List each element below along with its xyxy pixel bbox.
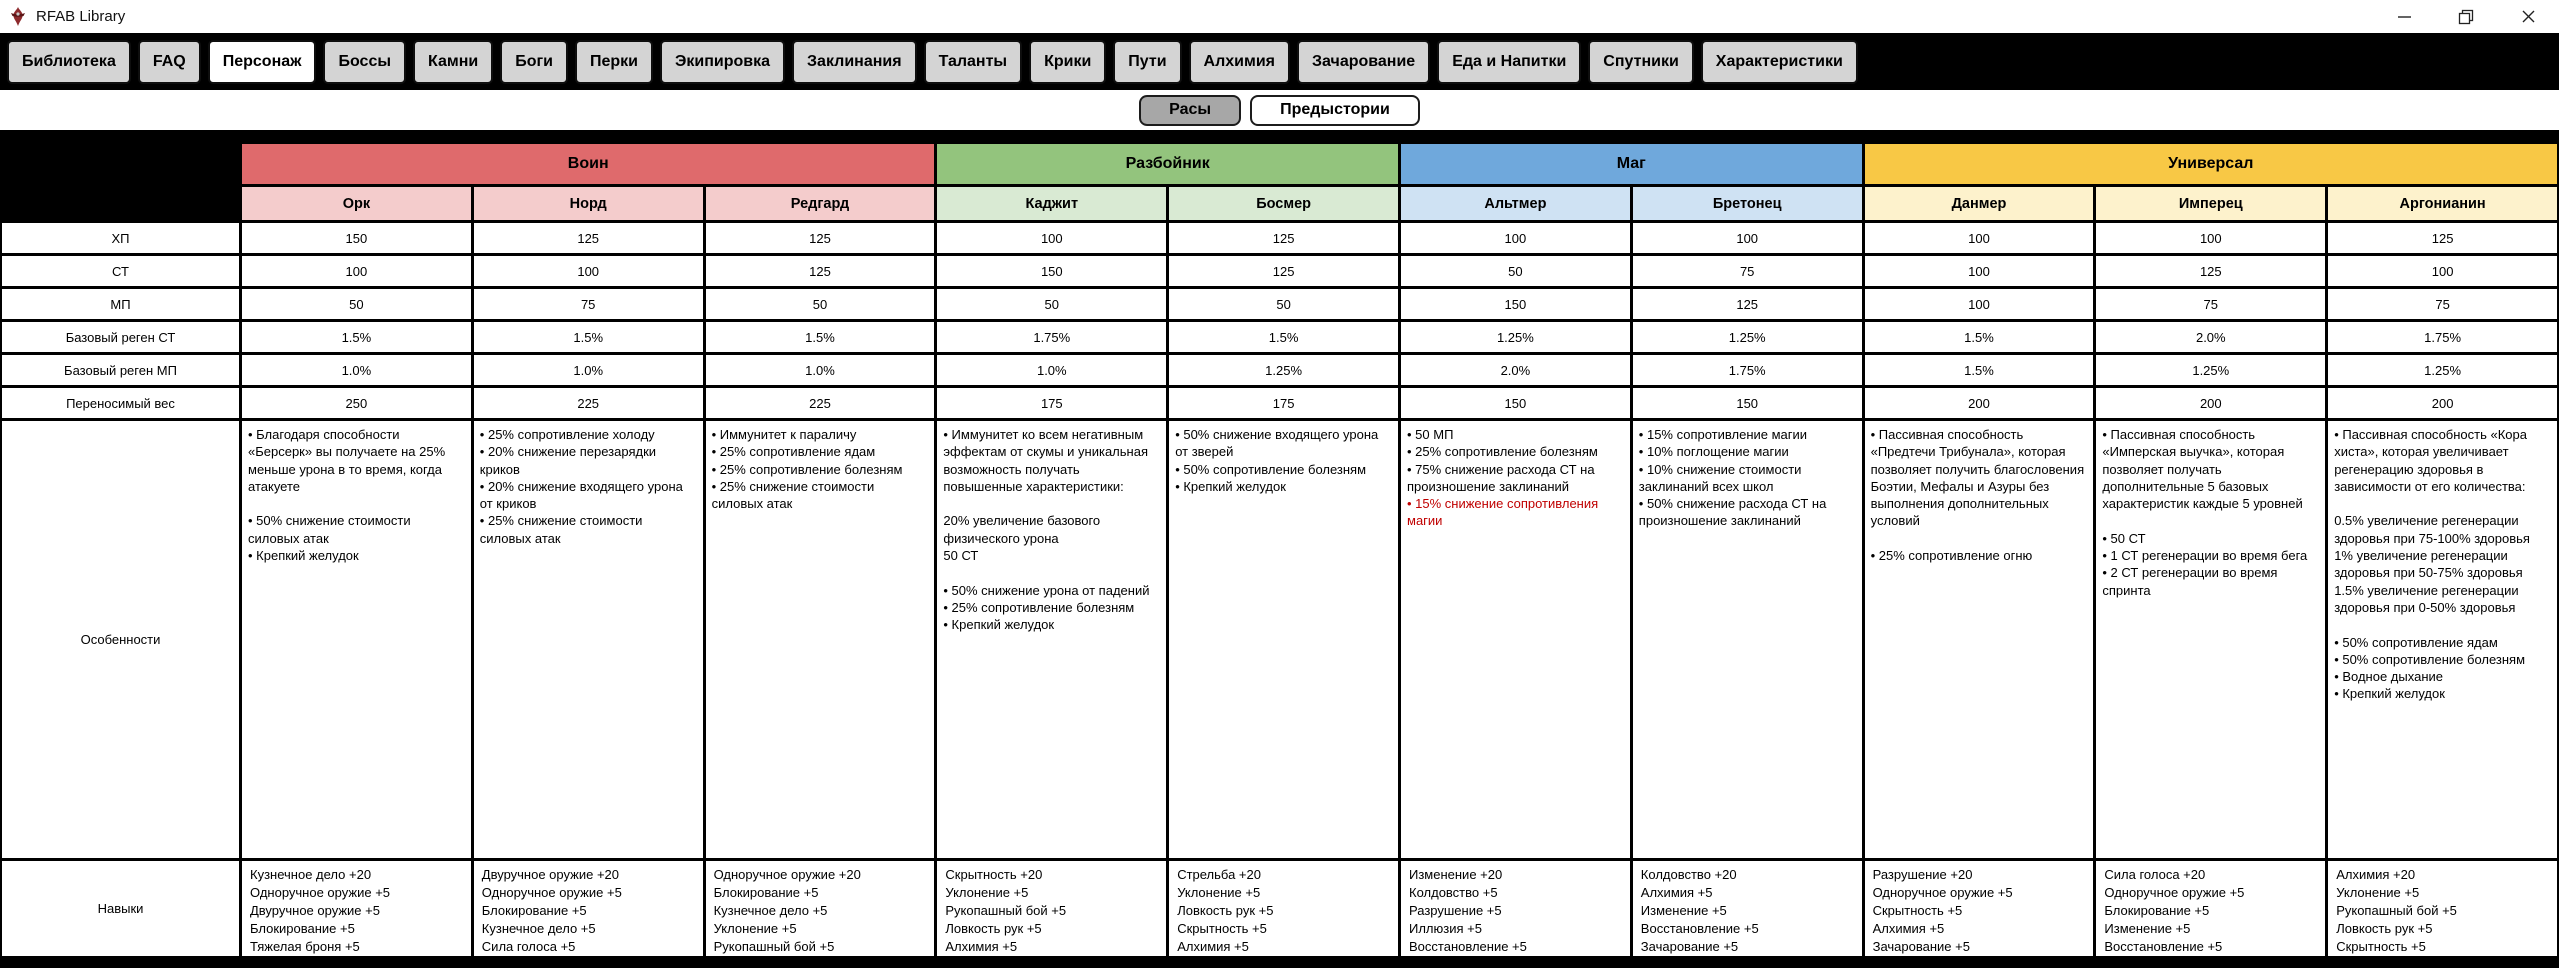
character-subnav: [0, 90, 2559, 130]
skill-line: Колдовство +20: [1640, 867, 1737, 882]
tab-item[interactable]: Зачарование: [1297, 40, 1430, 84]
skill-line: Одноручное оружие +5: [1872, 885, 2013, 900]
stat-cell: 1.5%: [1865, 355, 2094, 385]
stat-cell: 2.0%: [1401, 355, 1630, 385]
stat-cell: 175: [1169, 388, 1398, 418]
tab-item[interactable]: Крики: [1029, 40, 1106, 84]
feature-line: • 75% снижение расхода СТ на произношение заклинаний: [1407, 461, 1595, 494]
skill-line: Тяжелая броня +5: [250, 939, 360, 954]
features-cell: [2328, 421, 2557, 858]
skill-line: Изменение +5: [2104, 921, 2191, 936]
stat-cell: 125: [706, 256, 935, 286]
race-header: Норд: [474, 187, 703, 220]
stat-cell: 100: [2096, 223, 2325, 253]
skill-line: Рукопашный бой +5: [2336, 903, 2457, 918]
features-cell: [1633, 421, 1862, 858]
skill-line: Алхимия +5: [1872, 921, 1945, 936]
skill-line: Скрытность +5: [1872, 903, 1963, 918]
feature-line-warning: • 15% снижение сопротивления магии: [1407, 496, 1599, 529]
feature-line: [943, 564, 1159, 581]
row-label: ХП: [2, 223, 239, 253]
skills-cell: [937, 861, 1166, 956]
feature-line: [1871, 530, 2087, 547]
skill-line: Рукопашный бой +5: [713, 939, 835, 954]
row-label: Переносимый вес: [2, 388, 239, 418]
feature-line: • 50% сопротивление болезням: [1175, 461, 1367, 477]
race-header: Имперец: [2096, 187, 2325, 220]
tab-item[interactable]: Алхимия: [1189, 40, 1290, 84]
stat-cell: 200: [2328, 388, 2557, 418]
race-header: Аргонианин: [2328, 187, 2557, 220]
tab-item[interactable]: Камни: [413, 40, 493, 84]
stat-cell: 1.75%: [1633, 355, 1862, 385]
skill-line: Разрушение +20: [1872, 867, 1973, 882]
skills-cell: [2096, 861, 2325, 956]
stat-cell: 1.0%: [706, 355, 935, 385]
skill-line: Одноручное оружие +20: [713, 867, 861, 882]
feature-line: • 50% сопротивление ядам: [2334, 634, 2498, 650]
stat-cell: 100: [1633, 223, 1862, 253]
tab-item[interactable]: Пути: [1113, 40, 1181, 84]
feature-line: • 25% снижение стоимости силовых атак: [711, 478, 875, 512]
stat-cell: 1.5%: [1865, 322, 2094, 352]
stat-cell: 1.25%: [2096, 355, 2325, 385]
feature-line: • 10% снижение стоимости заклинаний всех школ: [1638, 461, 1802, 494]
stat-cell: 100: [1865, 223, 2094, 253]
skill-line: Зачарование +5: [1640, 939, 1739, 954]
skill-line: Алхимия +5: [945, 939, 1018, 954]
skills-cell: [474, 861, 703, 956]
row-label: СТ: [2, 256, 239, 286]
stat-cell: 75: [2328, 289, 2557, 319]
backstories-button[interactable]: Предыстории: [1250, 95, 1420, 126]
row-label: Навыки: [2, 861, 239, 956]
skill-line: Одноручное оружие +5: [250, 885, 391, 900]
feature-line: 1% увеличение регенерации здоровья при 50-75% здоровья: [2334, 548, 2523, 581]
skill-line: Ловкость рук +5: [2336, 921, 2433, 936]
skill-line: Алхимия +5: [1177, 939, 1249, 954]
feature-line: • 25% сопротивление болезням: [711, 461, 903, 477]
row-label: МП: [2, 289, 239, 319]
tab-item[interactable]: Еда и Напитки: [1437, 40, 1581, 84]
minimize-button[interactable]: [2373, 0, 2435, 33]
skills-cell: [1169, 861, 1398, 956]
race-header: Данмер: [1865, 187, 2094, 220]
stat-cell: 200: [1865, 388, 2094, 418]
feature-line: • 25% сопротивление холоду: [479, 427, 655, 442]
feature-line: • 10% поглощение магии: [1638, 444, 1789, 460]
skill-line: Рукопашный бой +5: [945, 903, 1067, 918]
stat-cell: 50: [937, 289, 1166, 319]
tab-item[interactable]: FAQ: [138, 40, 201, 84]
stat-cell: 75: [2096, 289, 2325, 319]
races-table: [0, 144, 2559, 956]
stat-cell: 125: [474, 223, 703, 253]
stat-cell: 125: [2096, 256, 2325, 286]
skill-line: Уклонение +5: [2336, 885, 2420, 900]
stat-cell: 100: [1401, 223, 1630, 253]
stat-cell: 100: [1865, 256, 2094, 286]
skill-line: Колдовство +5: [1409, 885, 1498, 900]
stat-cell: 2.0%: [2096, 322, 2325, 352]
stat-cell: 1.0%: [474, 355, 703, 385]
stat-cell: 125: [1169, 223, 1398, 253]
class-group-header: Универсал: [1865, 144, 2557, 184]
stat-cell: 150: [937, 256, 1166, 286]
restore-button[interactable]: [2435, 0, 2497, 33]
features-cell: [1401, 421, 1630, 858]
stat-cell: 75: [474, 289, 703, 319]
stat-cell: 50: [1169, 289, 1398, 319]
feature-line: 20% увеличение базового физического урона: [943, 513, 1101, 546]
feature-line: [248, 495, 464, 512]
feature-line: • Крепкий желудок: [1175, 478, 1286, 494]
skill-line: Ловкость рук +5: [945, 921, 1042, 936]
skill-line: Блокирование +5: [481, 903, 587, 918]
skill-line: Стрельба +20: [1177, 867, 1261, 882]
features-cell: [706, 421, 935, 858]
corner-blank: [2, 187, 239, 220]
divider: [0, 130, 2559, 144]
stat-cell: 125: [2328, 223, 2557, 253]
tab-item[interactable]: Библиотека: [7, 40, 131, 84]
feature-line: [2102, 512, 2318, 529]
stat-cell: 150: [242, 223, 471, 253]
skill-line: Скрытность +5: [2336, 939, 2426, 954]
skill-line: Ловкость рук +5: [1177, 903, 1274, 918]
feature-line: • 25% сопротивление огню: [1870, 548, 2033, 564]
feature-line: [2334, 495, 2550, 512]
feature-line: • 50% снижение входящего урона от зверей: [1175, 427, 1379, 460]
skills-cell: [1865, 861, 2094, 956]
stat-cell: 225: [706, 388, 935, 418]
feature-line: [2334, 616, 2550, 633]
feature-line: • Иммунитет к параличу: [711, 427, 857, 442]
skill-line: Двуручное оружие +20: [481, 867, 619, 882]
feature-line: • Иммунитет ко всем негативным эффектам от скумы и уникальная возможность получать повышенные характеристики:: [943, 427, 1148, 494]
class-group-header: Воин: [242, 144, 934, 184]
race-header: Бретонец: [1633, 187, 1862, 220]
feature-line: • 25% сопротивление болезням: [943, 599, 1135, 615]
class-group-header: Маг: [1401, 144, 1862, 184]
feature-line: 0.5% увеличение регенерации здоровья при 75-100% здоровья: [2334, 513, 2530, 546]
tab-item[interactable]: Персонаж: [208, 40, 317, 84]
skill-line: Восстановление +5: [1640, 921, 1759, 936]
feature-line: • 25% сопротивление болезням: [1407, 444, 1598, 460]
stat-cell: 50: [706, 289, 935, 319]
feature-line: • 25% сопротивление ядам: [711, 444, 876, 460]
tab-item[interactable]: Заклинания: [792, 40, 917, 84]
stat-cell: 150: [1401, 388, 1630, 418]
feature-line: • 50% снижение урона от падений: [943, 582, 1150, 598]
stat-cell: 150: [1401, 289, 1630, 319]
stat-cell: 1.25%: [1633, 322, 1862, 352]
tab-item[interactable]: Боссы: [323, 40, 406, 84]
skill-line: Зачарование +5: [1872, 939, 1970, 954]
stat-cell: 1.75%: [937, 322, 1166, 352]
feature-line: • 2 СТ регенерации во время спринта: [2102, 565, 2278, 598]
stat-cell: 1.75%: [2328, 322, 2557, 352]
skill-line: Скрытность +20: [945, 867, 1043, 882]
stat-cell: 125: [1633, 289, 1862, 319]
feature-line: • 15% сопротивление магии: [1638, 427, 1808, 442]
corner-blank: [2, 144, 239, 184]
class-group-header: Разбойник: [937, 144, 1398, 184]
skill-line: Кузнечное дело +5: [481, 921, 596, 936]
skill-line: Восстановление +5: [1409, 939, 1527, 954]
feature-line: • 50% снижение расхода СТ на произношение заклинаний: [1638, 496, 1827, 529]
stat-cell: 125: [1169, 256, 1398, 286]
feature-line: • 20% снижение перезарядки криков: [479, 444, 657, 477]
stat-cell: 100: [1865, 289, 2094, 319]
stat-cell: 125: [706, 223, 935, 253]
skills-cell: [706, 861, 935, 956]
stat-cell: 1.25%: [1169, 355, 1398, 385]
stat-cell: 250: [242, 388, 471, 418]
feature-line: • Крепкий желудок: [248, 548, 359, 564]
stat-cell: 1.5%: [706, 322, 935, 352]
tab-item[interactable]: Экипировка: [660, 40, 785, 84]
stat-cell: 100: [242, 256, 471, 286]
feature-line: • 20% снижение входящего урона от криков: [479, 478, 683, 512]
feature-line: • Крепкий желудок: [943, 617, 1055, 633]
race-header: Редгард: [706, 187, 935, 220]
feature-line: • 50 СТ: [2102, 530, 2146, 546]
feature-line: • Благодаря способности «Берсерк» вы получаете на 25% меньше урона в то время, когда атакуете: [248, 427, 446, 494]
race-header: Орк: [242, 187, 471, 220]
skill-line: Сила голоса +20: [2104, 867, 2206, 882]
skill-line: Уклонение +5: [713, 921, 797, 936]
stat-cell: 225: [474, 388, 703, 418]
skill-line: Разрушение +5: [1409, 903, 1502, 918]
feature-line: • 25% снижение стоимости силовых атак: [479, 513, 643, 546]
row-label: Базовый реген МП: [2, 355, 239, 385]
skill-line: Блокирование +5: [250, 921, 355, 936]
feature-line: • 50 МП: [1407, 427, 1454, 442]
stat-cell: 1.0%: [242, 355, 471, 385]
skill-line: Алхимия +5: [1640, 885, 1713, 900]
skill-line: Двуручное оружие +5: [250, 903, 380, 918]
skill-line: Кузнечное дело +20: [250, 867, 372, 882]
feature-line: • Водное дыхание: [2334, 669, 2443, 685]
skill-line: Иллюзия +5: [1409, 921, 1482, 936]
feature-line: 50 СТ: [943, 548, 979, 564]
tab-item[interactable]: Таланты: [924, 40, 1023, 84]
row-label: Особенности: [2, 421, 239, 858]
feature-line: [943, 495, 1159, 512]
stat-cell: 1.5%: [242, 322, 471, 352]
skill-line: Уклонение +5: [1177, 885, 1261, 900]
feature-line: • Крепкий желудок: [2334, 686, 2445, 702]
feature-line: • Пассивная способность «Имперская выучка», которая позволяет получать дополнительные 5 базовых характеристик каждые 5 уровней: [2102, 427, 2303, 512]
skills-cell: [242, 861, 471, 956]
stat-cell: 100: [937, 223, 1166, 253]
tab-item[interactable]: Перки: [575, 40, 653, 84]
tab-item[interactable]: Спутники: [1588, 40, 1694, 84]
skill-line: Сила голоса +5: [481, 939, 576, 954]
feature-line: 1.5% увеличение регенерации здоровья при 0-50% здоровья: [2334, 582, 2519, 615]
skill-line: Кузнечное дело +5: [713, 903, 828, 918]
tab-item[interactable]: Характеристики: [1701, 40, 1858, 84]
skill-line: Изменение +20: [1409, 867, 1503, 882]
feature-line: • Пассивная способность «Предтечи Трибунала», которая позволяет получить благословения Боэтии, Мефалы и Азуры без выполнения дополнительных условий: [1870, 427, 2085, 529]
skill-line: Восстановление +5: [2104, 939, 2223, 954]
skill-line: Скрытность +5: [1177, 921, 1267, 936]
stat-cell: 1.25%: [2328, 355, 2557, 385]
stat-cell: 50: [1401, 256, 1630, 286]
features-cell: [1865, 421, 2094, 858]
feature-line: • 50% снижение стоимости силовых атак: [248, 513, 411, 546]
stat-cell: 1.25%: [1401, 322, 1630, 352]
skills-cell: [1633, 861, 1862, 956]
stat-cell: 100: [474, 256, 703, 286]
stat-cell: 1.0%: [937, 355, 1166, 385]
skill-line: Изменение +5: [1640, 903, 1727, 918]
close-button[interactable]: [2497, 0, 2559, 33]
tab-bar: [0, 33, 2559, 90]
skills-cell: [2328, 861, 2557, 956]
skill-line: Одноручное оружие +5: [481, 885, 622, 900]
titlebar: [0, 0, 2559, 33]
stat-cell: 75: [1633, 256, 1862, 286]
stat-cell: 100: [2328, 256, 2557, 286]
race-header: Босмер: [1169, 187, 1398, 220]
feature-line: • Пассивная способность «Кора хиста», которая увеличивает регенерацию здоровья в зависимости от его количества:: [2334, 427, 2527, 494]
skill-line: Одноручное оружие +5: [2104, 885, 2245, 900]
skills-cell: [1401, 861, 1630, 956]
tab-item[interactable]: Боги: [500, 40, 568, 84]
stat-cell: 50: [242, 289, 471, 319]
stat-cell: 1.5%: [1169, 322, 1398, 352]
window-controls: [2373, 0, 2559, 33]
features-cell: [242, 421, 471, 858]
stat-cell: 150: [1633, 388, 1862, 418]
features-cell: [474, 421, 703, 858]
stat-cell: 1.5%: [474, 322, 703, 352]
stat-cell: 200: [2096, 388, 2325, 418]
features-cell: [2096, 421, 2325, 858]
feature-line: • 1 СТ регенерации во время бега: [2102, 548, 2308, 564]
race-header: Альтмер: [1401, 187, 1630, 220]
skill-line: Блокирование +5: [713, 885, 819, 900]
feature-line: • 50% сопротивление болезням: [2334, 651, 2526, 667]
features-cell: [937, 421, 1166, 858]
skill-line: Алхимия +20: [2336, 867, 2416, 882]
row-label: Базовый реген СТ: [2, 322, 239, 352]
race-header: Каджит: [937, 187, 1166, 220]
features-cell: [1169, 421, 1398, 858]
stat-cell: 175: [937, 388, 1166, 418]
app-logo-icon: [8, 7, 28, 27]
window-title: RFAB Library: [36, 8, 126, 25]
races-button[interactable]: Расы: [1139, 95, 1241, 126]
skill-line: Уклонение +5: [945, 885, 1029, 900]
skill-line: Блокирование +5: [2104, 903, 2210, 918]
